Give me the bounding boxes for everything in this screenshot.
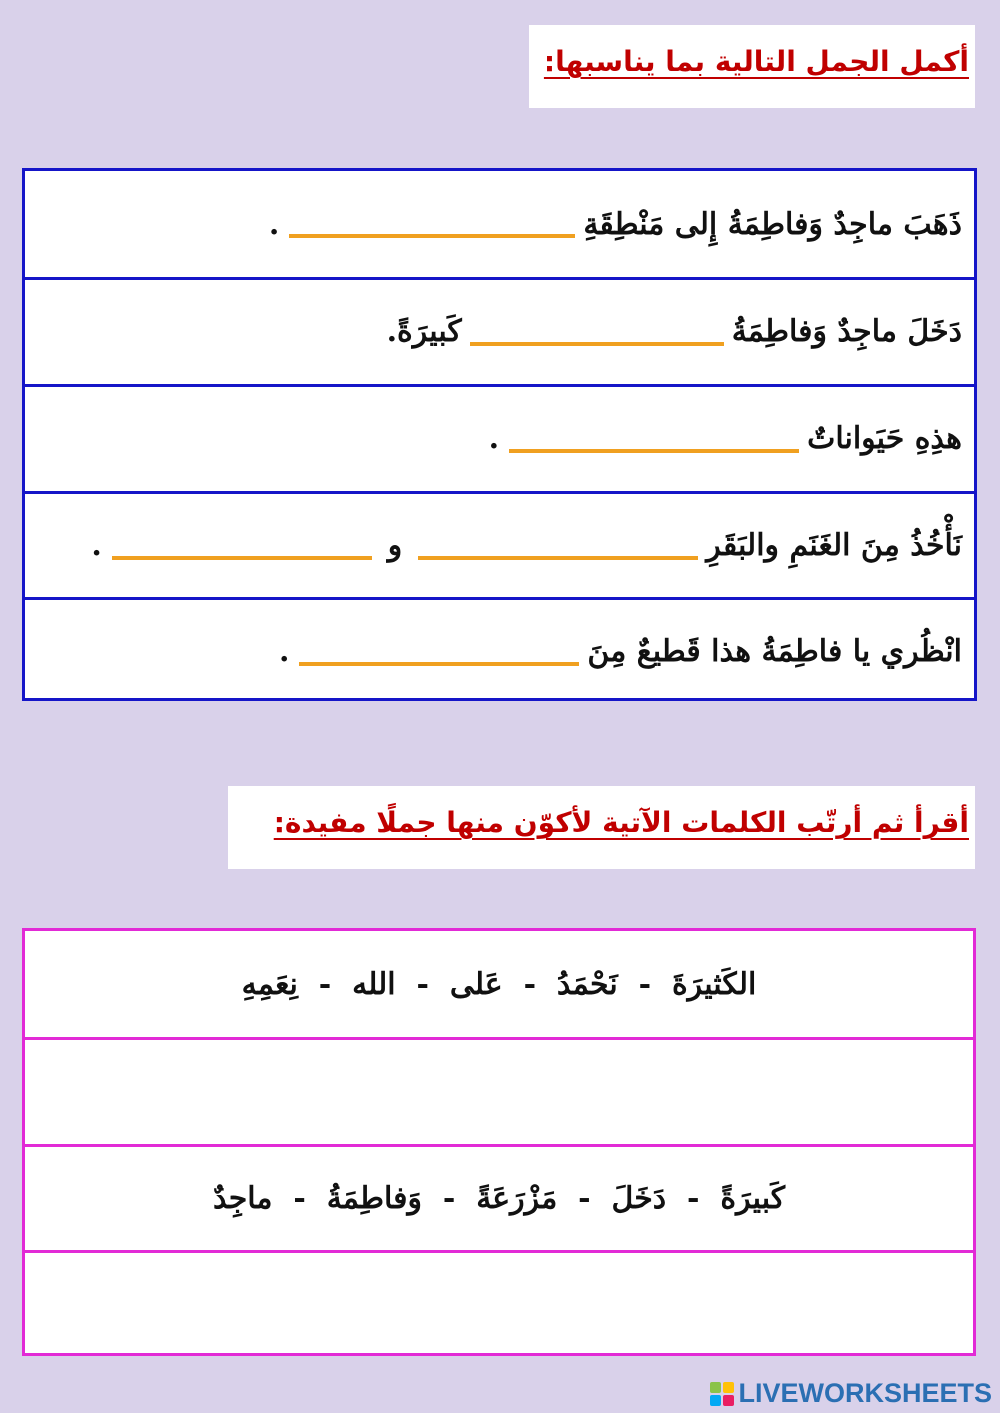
blank-answer-field[interactable]	[289, 234, 575, 238]
sentence-row	[25, 384, 974, 490]
sentence-text: انْظُري يا فاطِمَةُ هذا قَطيعٌ مِنَ	[587, 634, 962, 669]
sentence-end: .	[488, 421, 500, 456]
answer-row[interactable]	[25, 1250, 973, 1356]
sentence-text: دَخَلَ ماجِدٌ وَفاطِمَةُ	[731, 314, 962, 349]
scrambled-words-row	[25, 1144, 973, 1250]
answer-row[interactable]	[25, 1037, 973, 1143]
sentence-text: هذِهِ حَيَواناتٌ	[807, 421, 962, 456]
logo-text: LIVEWORKSHEETS	[738, 1378, 992, 1408]
instruction-title-complete-sentences	[529, 25, 975, 108]
sentence-end: .	[268, 206, 280, 242]
conjunction: و	[387, 528, 403, 563]
instruction-title-arrange-words	[228, 786, 975, 869]
arrange-words-table	[22, 928, 976, 1356]
title-text: أكمل الجمل التالية بما يناسبها:	[543, 45, 969, 78]
liveworksheets-logo	[710, 1378, 992, 1409]
scrambled-words: الكَثيرَةَ - نَحْمَدُ - عَلى - الله - نِعَمِهِ	[241, 966, 757, 1002]
blank-answer-field[interactable]	[470, 342, 724, 346]
blank-answer-field[interactable]	[509, 449, 799, 453]
sentence-text: نَأْخُذُ مِنَ الغَنَمِ والبَقَرِ	[706, 528, 962, 563]
sentence-text: ذَهَبَ ماجِدٌ وَفاطِمَةُ إِلى مَنْطِقَةِ	[583, 206, 962, 242]
title-text: أقرأ ثم أرتّب الكلمات الآتية لأكوّن منها جملًا مفيدة:	[273, 806, 969, 839]
sentence-row	[25, 491, 974, 597]
sentence-row	[25, 277, 974, 383]
sentence-row	[25, 597, 974, 703]
fill-in-blank-table	[22, 168, 977, 701]
sentence-end: .	[278, 634, 290, 669]
blank-answer-field[interactable]	[112, 556, 372, 560]
sentence-end: كَبيرَةً.	[386, 314, 462, 349]
sentence-row	[25, 171, 974, 277]
scrambled-words-row	[25, 931, 973, 1037]
blank-answer-field[interactable]	[299, 662, 579, 666]
sentence-end: .	[91, 528, 102, 563]
liveworksheets-logo-icon	[710, 1382, 734, 1406]
scrambled-words: كَبيرَةً - دَخَلَ - مَزْرَعَةً - وَفاطِمَةُ - ماجِدٌ	[212, 1181, 786, 1216]
blank-answer-field[interactable]	[418, 556, 698, 560]
